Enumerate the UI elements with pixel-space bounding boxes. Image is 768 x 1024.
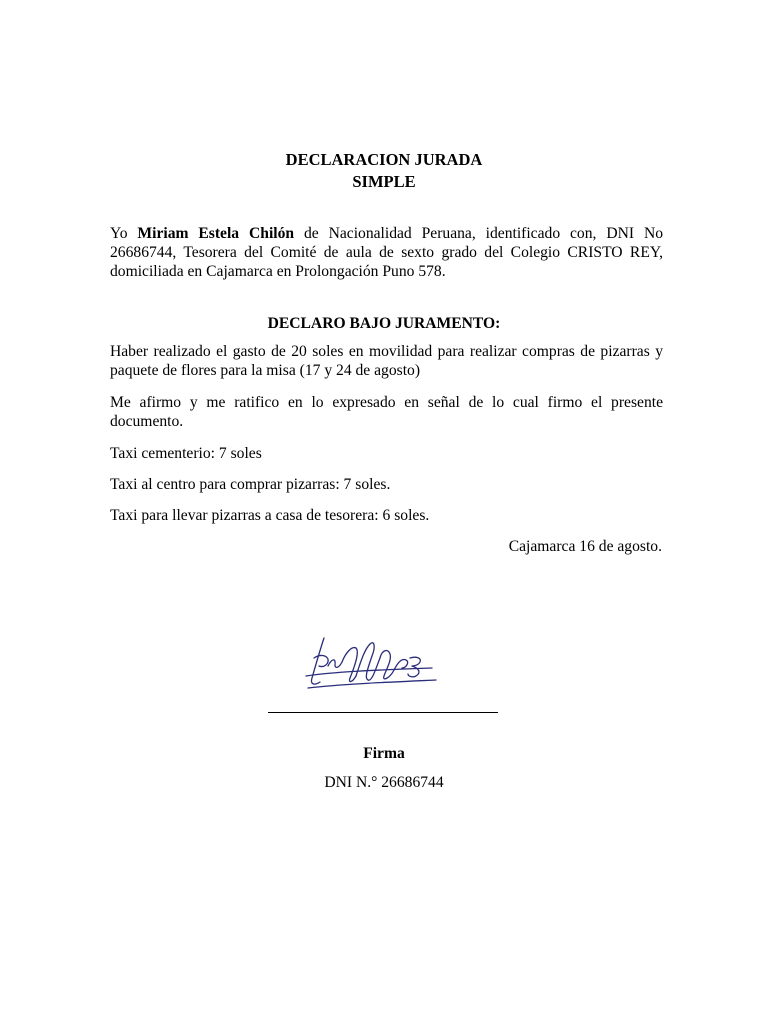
expense-item-cementerio: Taxi cementerio: 7 soles [110,445,262,462]
document-title: DECLARACION JURADA [285,150,483,169]
declarant-name: Miriam Estela Chilón [137,225,295,242]
expense-paragraph: Haber realizado el gasto de 20 soles en movilidad para realizar compras de pizarras y paquete de flores para la misa (17 y 24 de agosto) [110,343,663,379]
place-date: Cajamarca 16 de agosto. [508,538,662,555]
expense-item-casa: Taxi para llevar pizarras a casa de tesorera: 6 soles. [110,507,430,524]
oath-heading: DECLARO BAJO JURAMENTO: [267,315,501,332]
document-subtitle: SIMPLE [352,172,416,191]
intro-paragraph [110,224,663,281]
intro-prefix: Yo [110,225,138,242]
affirmation-paragraph: Me afirmo y me ratifico en lo expresado en señal de lo cual firmo el presente documento. [110,394,663,430]
signature-line [268,712,498,713]
signature-label: Firma [363,745,405,762]
intro-rest: de Nacionalidad Peruana, identificado con, DNI No 26686744, Tesorera del Comité de aula de sexto grado del Colegio CRISTO REY, domiciliada en Cajamarca en Prolongación Puno 578. [110,225,663,280]
handwritten-signature [302,628,442,700]
dni-number: DNI N.° 26686744 [324,774,444,791]
expense-item-centro: Taxi al centro para comprar pizarras: 7 soles. [110,476,391,493]
